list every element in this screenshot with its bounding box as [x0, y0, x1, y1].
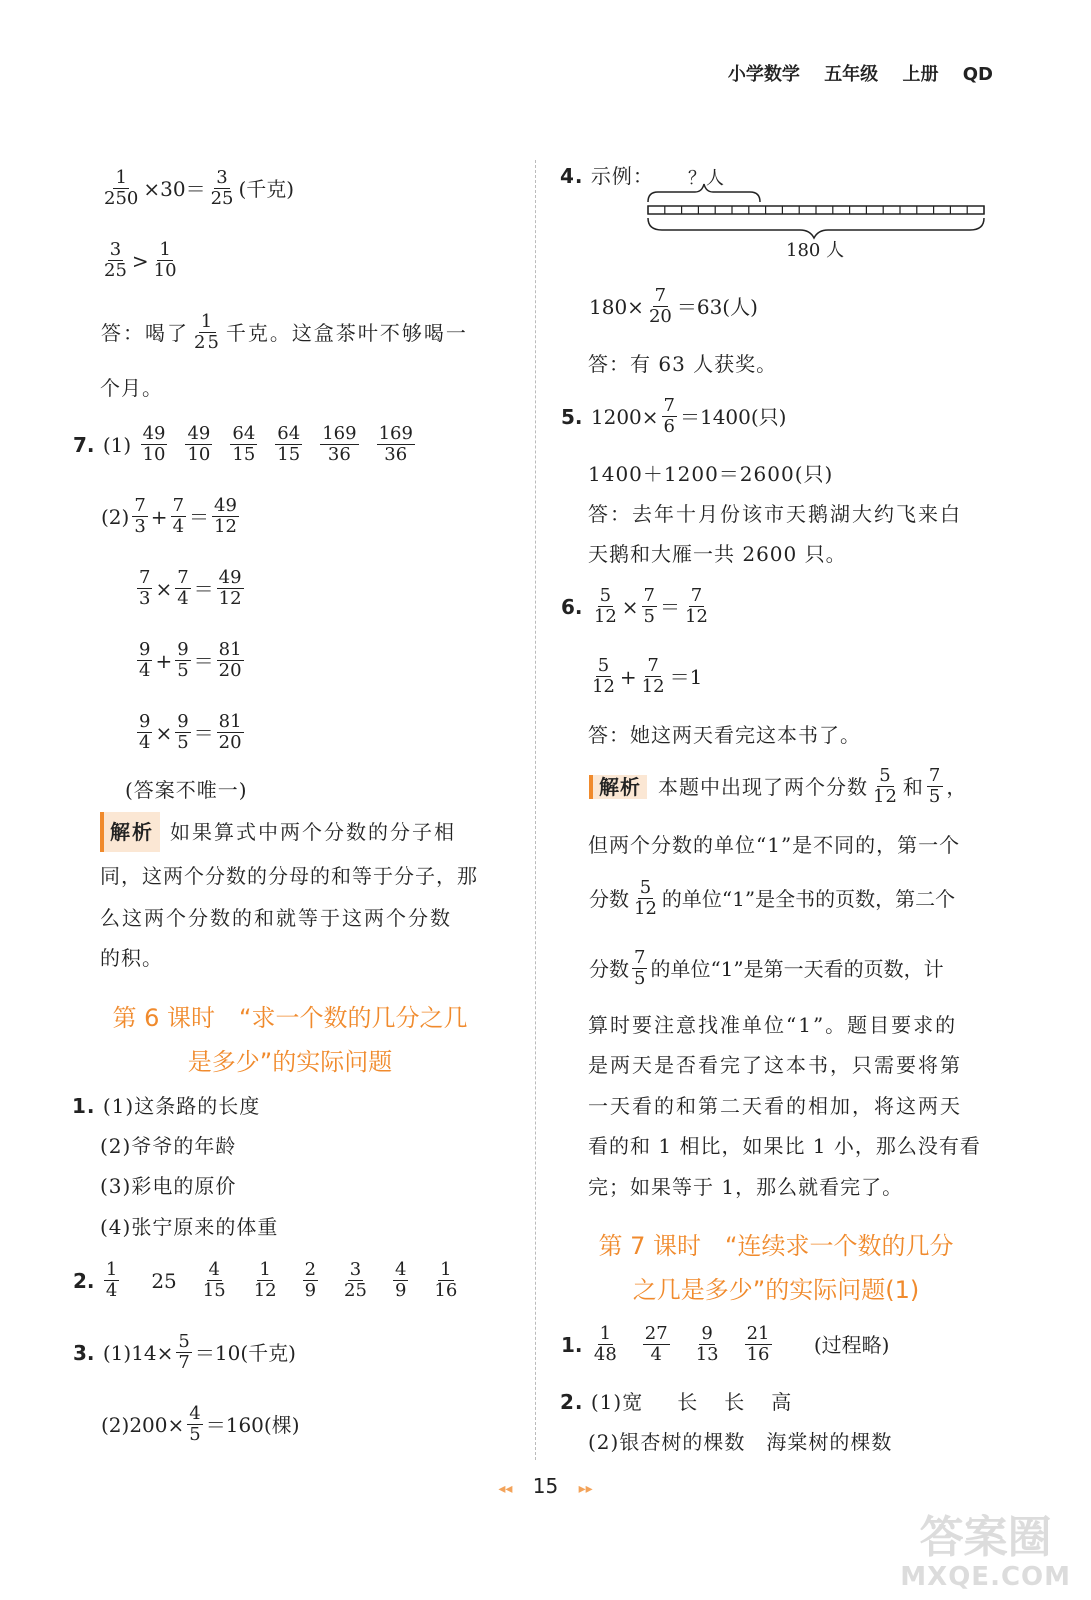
r-q5-answer-1: 答：去年十月份该市天鹅湖大约飞来白	[588, 502, 962, 526]
q7-eq-2: $\frac{7}{3}$ × $\frac{7}{4}$ ＝ $\frac{49}{12}$	[139, 567, 242, 609]
r-q6-jiexi-6: 是两天是否看完了这本书，只需要将第	[588, 1053, 962, 1077]
l-q1-item-3: (3)彩电的原价	[100, 1174, 237, 1198]
q7-jiexi-line-1: 解析 如果算式中两个分数的分子相	[100, 812, 456, 852]
q2-fraction-3: $\frac{4}{15}$	[202, 1259, 226, 1301]
q7-note: (答案不唯一)	[125, 778, 248, 802]
r-q5-answer-2: 天鹅和大雁一共 2600 只。	[588, 542, 847, 566]
lesson6-title-line-1: 第 6 课时 “求一个数的几分之几	[112, 1004, 468, 1032]
q7-jiexi-line-2: 同，这两个分数的分母的和等于分子，那	[100, 864, 478, 888]
q2-value-2: 25	[151, 1268, 177, 1293]
bar-ticks	[648, 206, 984, 214]
lesson6-title-line-2: 是多少”的实际问题	[187, 1048, 393, 1076]
jiexi-badge: 解析	[100, 812, 160, 852]
q7-fraction-1: $\frac{49}{10}$	[142, 423, 166, 465]
l-q3-part1: 3. (1)14× $\frac{5}{7}$ ＝10(千克)	[73, 1331, 296, 1373]
q2-fraction-8: $\frac{1}{16}$	[434, 1259, 458, 1301]
q7-fraction-2: $\frac{49}{10}$	[187, 423, 211, 465]
l-q1-item-1: 1. (1)这条路的长度	[72, 1094, 261, 1118]
r-q1-fraction-3: $\frac{9}{13}$	[695, 1323, 719, 1365]
l-q1-item-2: (2)爷爷的年龄	[100, 1134, 237, 1158]
r-q6-jiexi-9: 完；如果等于 1，那么就看完了。	[588, 1175, 904, 1199]
r-q4-label: 4. 示例：	[560, 164, 654, 188]
watermark-logo: 答案圈 MXQE.COM	[900, 1512, 1071, 1592]
r-q6-jiexi-1: 解析 本题中出现了两个分数 $\frac{5}{12}$ 和 $\frac{7}{5}$ ，	[588, 766, 968, 807]
tea-equation-2: $\frac{3}{25}$ > $\frac{1}{10}$	[104, 239, 177, 281]
q7-part1: 7. (1) $\frac{49}{10}$ $\frac{49}{10}$ $\frac{64}{15}$ $\frac{64}{15}$ $\frac{169}{36}$ $\frac{169}{36}$	[73, 423, 413, 465]
r-q1-fraction-1: $\frac{1}{48}$	[593, 1323, 617, 1365]
q7-fraction-6: $\frac{169}{36}$	[378, 423, 413, 465]
r-q2-part2: (2)银杏树的棵数 海棠树的棵数	[588, 1430, 893, 1454]
top-label: ？人	[688, 168, 724, 189]
r-q6-jiexi-3: 分数 $\frac{5}{12}$ 的单位“1”是全书的页数，第二个	[589, 877, 956, 919]
tea-answer-cont: 个月。	[100, 376, 163, 400]
header-subject: 小学数学	[727, 64, 800, 85]
r-q5-eq1: 5. 1200× $\frac{7}{6}$ ＝1400(只)	[561, 395, 787, 437]
r-q6-jiexi-5: 算时要注意找准单位“1”。题目要求的	[588, 1013, 958, 1037]
q7-eq-1: (2) $\frac{7}{3}$ + $\frac{7}{4}$ ＝ $\frac{49}{12}$	[101, 495, 237, 537]
r-q5-eq2: 1400＋1200＝2600(只)	[588, 462, 834, 486]
r-q6-answer: 答：她这两天看完这本书了。	[588, 723, 861, 747]
tea-equation-1: $\frac{1}{250}$ ×30＝ $\frac{3}{25}$ (千克)	[104, 167, 295, 209]
q7-eq-3: $\frac{9}{4}$ + $\frac{9}{5}$ ＝ $\frac{81}{20}$	[139, 639, 242, 681]
page-header	[710, 60, 993, 86]
header-volume: 上册	[902, 64, 939, 85]
r-q6-jiexi-8: 看的和 1 相比，如果比 1 小，那么没有看	[588, 1134, 981, 1158]
r-q1-fraction-4: $\frac{21}{16}$	[746, 1323, 770, 1365]
bottom-brace	[648, 218, 984, 238]
jiexi-badge: 解析	[589, 775, 647, 799]
r-q6-eq1: 6. $\frac{5}{12}$ × $\frac{7}{5}$ ＝ $\frac{7}{12}$	[561, 585, 708, 627]
q2-fraction-4: $\frac{1}{12}$	[253, 1259, 277, 1301]
tea-answer: 答：喝了 $\frac{1}{25}$ 千克。这盒茶叶不够喝一	[101, 311, 468, 353]
r-q6-jiexi-2: 但两个分数的单位“1”是不同的，第一个	[588, 833, 961, 857]
lesson7-title-line-2: 之几是多少”的实际问题(1)	[632, 1276, 920, 1304]
q7-fraction-5: $\frac{169}{36}$	[322, 423, 357, 465]
q2-fraction-5: $\frac{2}{9}$	[304, 1259, 317, 1301]
bottom-label: 180 人	[786, 240, 845, 261]
q2-fraction-7: $\frac{4}{9}$	[394, 1259, 407, 1301]
r-q4-eq: 180× $\frac{7}{20}$ ＝63(人)	[589, 285, 758, 327]
lesson7-title-line-1: 第 7 课时 “连续求一个数的几分	[598, 1232, 954, 1260]
q7-jiexi-line-3: 么这两个分数的和就等于这两个分数	[100, 906, 452, 930]
l-q3-part2: (2)200× $\frac{4}{5}$ ＝160(棵)	[101, 1403, 300, 1445]
q7-jiexi-line-4: 的积。	[100, 946, 163, 970]
column-divider	[535, 160, 536, 1460]
page-number: 15	[532, 1474, 559, 1498]
r-q1-fraction-2: $\frac{27}{4}$	[644, 1323, 668, 1365]
q7-fraction-4: $\frac{64}{15}$	[277, 423, 301, 465]
prev-arrow-icon: ◂◂	[498, 1481, 513, 1497]
q2-fraction-6: $\frac{3}{25}$	[344, 1259, 367, 1301]
header-grade: 五年级	[824, 64, 879, 85]
r-q6-jiexi-4: 分数 $\frac{7}{5}$ 的单位“1”是第一天看的页数，计	[589, 947, 944, 989]
next-arrow-icon: ▸▸	[578, 1481, 593, 1497]
page-footer	[0, 1474, 1091, 1498]
q7-fraction-3: $\frac{64}{15}$	[232, 423, 256, 465]
l-q1-item-4: (4)张宁原来的体重	[100, 1215, 279, 1239]
r-q1: 1. $\frac{1}{48}$ $\frac{27}{4}$ $\frac{9}{13}$ $\frac{21}{16}$ (过程略)	[561, 1323, 890, 1365]
r-q2-part1: 2. (1)宽 长 长 高	[560, 1390, 793, 1414]
q4-line-diagram	[640, 160, 1000, 270]
q7-eq-4: $\frac{9}{4}$ × $\frac{9}{5}$ ＝ $\frac{81}{20}$	[139, 711, 242, 753]
q2-fraction-1: $\frac{1}{4}$	[105, 1259, 118, 1301]
r-q6-eq2: $\frac{5}{12}$ + $\frac{7}{12}$ ＝1	[592, 655, 703, 697]
header-edition: QD	[962, 64, 993, 85]
r-q6-jiexi-7: 一天看的和第二天看的相加，将这两天	[588, 1094, 962, 1118]
l-q2: 2. $\frac{1}{4}$ 25 $\frac{4}{15}$ $\frac{1}{12}$ $\frac{2}{9}$ $\frac{3}{25}$ $\frac{4}{9}$ $\frac{1}{16}$	[73, 1259, 458, 1301]
r-q4-answer: 答：有 63 人获奖。	[588, 352, 778, 376]
